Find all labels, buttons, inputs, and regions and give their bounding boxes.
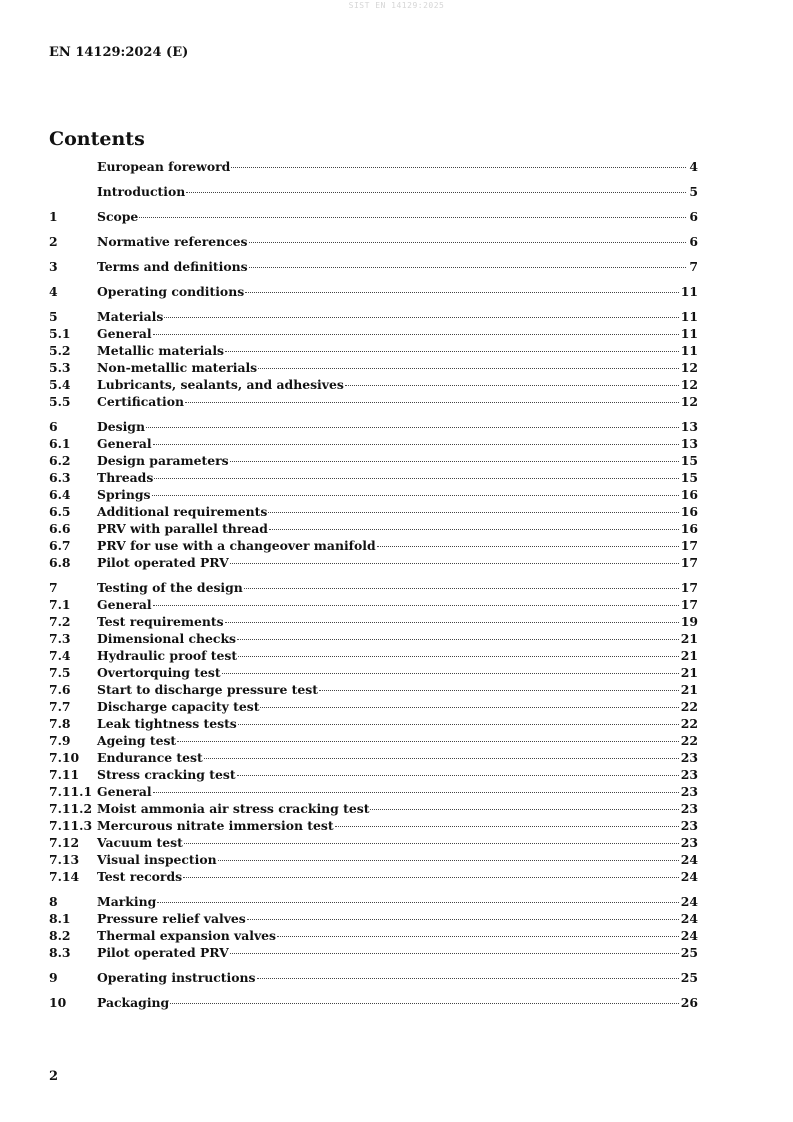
toc-entry[interactable] [49, 555, 698, 572]
toc-dot-leader [319, 690, 679, 691]
toc-entry-title[interactable]: Pressure relief valves [97, 911, 246, 926]
toc-entry-title[interactable]: General [97, 784, 152, 799]
toc-entry-page[interactable]: 11 [680, 343, 698, 358]
toc-entry-title[interactable]: Test records [97, 869, 183, 884]
toc-dot-leader [157, 902, 679, 903]
toc-group [49, 259, 698, 276]
toc-entry[interactable] [49, 234, 698, 251]
toc-entry-title[interactable]: Endurance test [97, 750, 203, 765]
toc-entry-title[interactable]: Terms and definitions [97, 259, 248, 274]
toc-entry[interactable] [49, 818, 698, 835]
toc-entry-page[interactable]: 23 [680, 818, 698, 833]
toc-entry-number: 3 [49, 259, 58, 274]
toc-entry-page[interactable]: 5 [689, 184, 698, 199]
toc-entry[interactable] [49, 377, 698, 394]
toc-entry-page[interactable]: 26 [680, 995, 698, 1010]
toc-dot-leader [277, 936, 679, 937]
toc-entry-number: 7.9 [49, 733, 71, 748]
toc-entry[interactable] [49, 995, 698, 1012]
toc-dot-leader [258, 368, 679, 369]
toc-entry[interactable] [49, 343, 698, 360]
toc-dot-leader [345, 385, 679, 386]
table-of-contents [49, 159, 698, 1020]
toc-entry[interactable] [49, 784, 698, 801]
toc-entry-number: 7 [49, 580, 58, 595]
toc-entry[interactable] [49, 750, 698, 767]
toc-entry-title[interactable]: General [97, 326, 152, 341]
toc-dot-leader [183, 877, 679, 878]
page-number: 2 [49, 1069, 59, 1084]
toc-entry[interactable] [49, 159, 698, 176]
toc-entry-title[interactable]: Lubricants, sealants, and adhesives [97, 377, 344, 392]
toc-entry-title[interactable]: Discharge capacity test [97, 699, 260, 714]
toc-entry-number: 7.8 [49, 716, 71, 731]
toc-entry-page[interactable]: 17 [680, 597, 698, 612]
toc-entry[interactable] [49, 360, 698, 377]
toc-entry-title[interactable]: Scope [97, 209, 139, 224]
toc-dot-leader [230, 563, 679, 564]
toc-entry[interactable] [49, 504, 698, 521]
toc-entry-page[interactable]: 23 [680, 801, 698, 816]
toc-entry[interactable] [49, 394, 698, 411]
toc-dot-leader [153, 444, 679, 445]
toc-group [49, 419, 698, 572]
toc-entry-title[interactable]: Non-metallic materials [97, 360, 258, 375]
toc-dot-leader [238, 724, 679, 725]
toc-entry-title[interactable]: General [97, 436, 152, 451]
toc-dot-leader [177, 741, 679, 742]
toc-entry-number: 7.7 [49, 699, 71, 714]
toc-dot-leader [146, 427, 679, 428]
toc-dot-leader [260, 707, 678, 708]
toc-entry[interactable] [49, 436, 698, 453]
toc-entry-page[interactable]: 7 [689, 259, 698, 274]
toc-entry-title[interactable]: Vacuum test [97, 835, 183, 850]
toc-entry[interactable] [49, 894, 698, 911]
toc-dot-leader [245, 292, 679, 293]
toc-entry-number: 6 [49, 419, 58, 434]
watermark: SIST EN 14129:2025 [348, 1, 445, 10]
toc-entry[interactable] [49, 184, 698, 201]
toc-dot-leader [230, 953, 679, 954]
toc-entry[interactable] [49, 209, 698, 226]
toc-dot-leader [247, 919, 679, 920]
toc-dot-leader [184, 843, 679, 844]
toc-dot-leader [153, 792, 679, 793]
toc-entry[interactable] [49, 521, 698, 538]
toc-entry-page[interactable]: 21 [680, 648, 698, 663]
contents-title: Contents [49, 128, 145, 150]
toc-group [49, 209, 698, 226]
toc-dot-leader [249, 242, 686, 243]
toc-group [49, 284, 698, 301]
toc-entry[interactable] [49, 614, 698, 631]
toc-entry-title[interactable]: Metallic materials [97, 343, 225, 358]
toc-group [49, 309, 698, 411]
toc-entry-title[interactable]: Design [97, 419, 145, 434]
toc-group [49, 184, 698, 201]
toc-entry-title[interactable]: Materials [97, 309, 164, 324]
toc-entry-title[interactable]: Springs [97, 487, 151, 502]
toc-entry[interactable] [49, 419, 698, 436]
toc-entry-number: 10 [49, 995, 67, 1010]
toc-entry-page[interactable]: 15 [680, 470, 698, 485]
toc-entry-page[interactable]: 24 [680, 852, 698, 867]
toc-entry-page[interactable]: 22 [680, 733, 698, 748]
toc-entry-page[interactable]: 24 [680, 911, 698, 926]
toc-entry-page[interactable]: 24 [680, 894, 698, 909]
toc-entry-page[interactable]: 21 [680, 682, 698, 697]
toc-group [49, 894, 698, 962]
toc-dot-leader [222, 673, 679, 674]
toc-entry-page[interactable]: 13 [680, 419, 698, 434]
toc-entry-page[interactable]: 4 [689, 159, 698, 174]
toc-entry[interactable] [49, 970, 698, 987]
toc-entry-page[interactable]: 6 [689, 234, 698, 249]
toc-dot-leader [257, 978, 679, 979]
toc-entry[interactable] [49, 852, 698, 869]
toc-entry-page[interactable]: 22 [680, 716, 698, 731]
toc-entry[interactable] [49, 835, 698, 852]
toc-entry-number: 6.4 [49, 487, 71, 502]
toc-entry-title[interactable]: Certification [97, 394, 184, 409]
toc-entry[interactable] [49, 309, 698, 326]
toc-entry-number: 6.8 [49, 555, 71, 570]
toc-entry[interactable] [49, 487, 698, 504]
toc-entry-page[interactable]: 19 [680, 614, 698, 629]
toc-entry-number: 7.11 [49, 767, 80, 782]
toc-entry-page[interactable]: 25 [680, 970, 698, 985]
toc-entry[interactable] [49, 326, 698, 343]
toc-entry-title[interactable]: Packaging [97, 995, 170, 1010]
toc-group [49, 234, 698, 251]
toc-entry-number: 7.12 [49, 835, 80, 850]
toc-entry-page[interactable]: 12 [680, 377, 698, 392]
toc-entry-number: 7.11.2 [49, 801, 93, 816]
toc-entry-page[interactable]: 23 [680, 784, 698, 799]
toc-dot-leader [164, 317, 678, 318]
toc-entry-number: 6.5 [49, 504, 71, 519]
toc-entry-title[interactable]: Start to discharge pressure test [97, 682, 318, 697]
toc-entry-title[interactable]: Leak tightness tests [97, 716, 237, 731]
toc-group [49, 970, 698, 987]
toc-entry-number: 1 [49, 209, 58, 224]
toc-entry[interactable] [49, 733, 698, 750]
toc-entry-number: 5.1 [49, 326, 71, 341]
toc-entry[interactable] [49, 911, 698, 928]
toc-entry-number: 7.11.1 [49, 784, 93, 799]
toc-entry[interactable] [49, 580, 698, 597]
toc-entry-number: 8.2 [49, 928, 71, 943]
toc-entry-title[interactable]: Normative references [97, 234, 248, 249]
toc-entry-title[interactable]: PRV for use with a changeover manifold [97, 538, 376, 553]
toc-entry-title[interactable]: Hydraulic proof test [97, 648, 238, 663]
toc-dot-leader [249, 267, 686, 268]
toc-entry-title[interactable]: Stress cracking test [97, 767, 236, 782]
toc-entry-title[interactable]: Additional requirements [97, 504, 268, 519]
toc-entry-title[interactable]: European foreword [97, 159, 231, 174]
toc-dot-leader [237, 775, 679, 776]
toc-entry-page[interactable]: 21 [680, 631, 698, 646]
toc-entry-page[interactable]: 21 [680, 665, 698, 680]
toc-entry[interactable] [49, 597, 698, 614]
toc-entry[interactable] [49, 699, 698, 716]
toc-entry-number: 7.6 [49, 682, 71, 697]
toc-entry-number: 6.7 [49, 538, 71, 553]
toc-dot-leader [269, 529, 679, 530]
toc-entry-number: 5 [49, 309, 58, 324]
toc-entry-number: 7.14 [49, 869, 80, 884]
toc-entry[interactable] [49, 453, 698, 470]
toc-dot-leader [231, 167, 686, 168]
toc-entry[interactable] [49, 928, 698, 945]
toc-entry-title[interactable]: PRV with parallel thread [97, 521, 268, 536]
toc-entry[interactable] [49, 665, 698, 682]
toc-entry-number: 6.1 [49, 436, 71, 451]
document-id: EN 14129:2024 (E) [49, 45, 189, 60]
toc-entry-title[interactable]: Introduction [97, 184, 186, 199]
toc-entry-title[interactable]: Operating conditions [97, 284, 245, 299]
toc-entry-page[interactable]: 12 [680, 394, 698, 409]
toc-entry-title[interactable]: Design parameters [97, 453, 229, 468]
toc-dot-leader [225, 351, 679, 352]
toc-entry-title[interactable]: Threads [97, 470, 154, 485]
toc-entry-title[interactable]: General [97, 597, 152, 612]
toc-group [49, 995, 698, 1012]
toc-entry-number: 7.4 [49, 648, 71, 663]
toc-entry-page[interactable]: 22 [680, 699, 698, 714]
toc-entry-number: 7.5 [49, 665, 71, 680]
toc-entry[interactable] [49, 259, 698, 276]
toc-entry[interactable] [49, 538, 698, 555]
toc-entry-number: 5.3 [49, 360, 71, 375]
toc-entry-number: 7.13 [49, 852, 80, 867]
toc-dot-leader [152, 495, 679, 496]
toc-entry-page[interactable]: 24 [680, 869, 698, 884]
toc-entry-page[interactable]: 13 [680, 436, 698, 451]
toc-entry-title[interactable]: Ageing test [97, 733, 177, 748]
toc-entry-number: 5.5 [49, 394, 71, 409]
toc-entry-number: 7.3 [49, 631, 71, 646]
toc-entry-number: 4 [49, 284, 58, 299]
toc-dot-leader [218, 860, 679, 861]
toc-entry[interactable] [49, 767, 698, 784]
toc-entry[interactable] [49, 869, 698, 886]
toc-entry-page[interactable]: 17 [680, 580, 698, 595]
toc-entry-title[interactable]: Test requirements [97, 614, 224, 629]
toc-entry-page[interactable]: 23 [680, 835, 698, 850]
toc-entry-page[interactable]: 11 [680, 284, 698, 299]
toc-entry[interactable] [49, 801, 698, 818]
toc-entry-number: 7.2 [49, 614, 71, 629]
toc-entry-title[interactable]: Moist ammonia air stress cracking test [97, 801, 370, 816]
toc-entry-title[interactable]: Testing of the design [97, 580, 243, 595]
toc-entry-number: 5.4 [49, 377, 71, 392]
toc-group [49, 159, 698, 176]
toc-entry-page[interactable]: 11 [680, 309, 698, 324]
toc-dot-leader [139, 217, 686, 218]
toc-dot-leader [153, 334, 679, 335]
toc-entry[interactable] [49, 631, 698, 648]
toc-dot-leader [370, 809, 678, 810]
toc-entry[interactable] [49, 682, 698, 699]
toc-dot-leader [238, 656, 679, 657]
toc-entry-number: 2 [49, 234, 58, 249]
toc-entry[interactable] [49, 284, 698, 301]
toc-entry-title[interactable]: Pilot operated PRV [97, 555, 229, 570]
toc-entry-title[interactable]: Visual inspection [97, 852, 217, 867]
toc-entry-number: 9 [49, 970, 58, 985]
toc-entry-title[interactable]: Mercurous nitrate immersion test [97, 818, 334, 833]
toc-dot-leader [230, 461, 679, 462]
toc-entry-title[interactable]: Thermal expansion valves [97, 928, 277, 943]
toc-entry-number: 5.2 [49, 343, 71, 358]
toc-entry-number: 8.3 [49, 945, 71, 960]
toc-dot-leader [377, 546, 679, 547]
toc-entry-page[interactable]: 6 [689, 209, 698, 224]
toc-entry-page[interactable]: 17 [680, 555, 698, 570]
toc-entry-number: 6.2 [49, 453, 71, 468]
toc-dot-leader [170, 1003, 679, 1004]
toc-entry-page[interactable]: 25 [680, 945, 698, 960]
toc-entry-title[interactable]: Pilot operated PRV [97, 945, 229, 960]
toc-dot-leader [335, 826, 679, 827]
toc-group [49, 580, 698, 886]
toc-dot-leader [185, 402, 679, 403]
toc-entry[interactable] [49, 716, 698, 733]
toc-entry-number: 7.1 [49, 597, 71, 612]
toc-dot-leader [237, 639, 679, 640]
toc-entry-number: 6.3 [49, 470, 71, 485]
toc-entry-page[interactable]: 16 [680, 487, 698, 502]
toc-entry[interactable] [49, 945, 698, 962]
toc-dot-leader [186, 192, 686, 193]
toc-entry-title[interactable]: Overtorquing test [97, 665, 221, 680]
toc-entry-title[interactable]: Marking [97, 894, 157, 909]
toc-dot-leader [225, 622, 679, 623]
toc-entry-number: 8 [49, 894, 58, 909]
toc-entry-title[interactable]: Operating instructions [97, 970, 256, 985]
toc-entry-page[interactable]: 24 [680, 928, 698, 943]
toc-entry-page[interactable]: 11 [680, 326, 698, 341]
toc-entry-number: 7.11.3 [49, 818, 93, 833]
toc-entry-page[interactable]: 23 [680, 750, 698, 765]
toc-entry-number: 8.1 [49, 911, 71, 926]
toc-entry-number: 7.10 [49, 750, 80, 765]
toc-dot-leader [244, 588, 679, 589]
toc-dot-leader [268, 512, 678, 513]
toc-dot-leader [153, 605, 679, 606]
toc-dot-leader [154, 478, 678, 479]
toc-entry-page[interactable]: 16 [680, 504, 698, 519]
toc-entry-number: 6.6 [49, 521, 71, 536]
toc-entry-page[interactable]: 15 [680, 453, 698, 468]
toc-entry-page[interactable]: 17 [680, 538, 698, 553]
toc-dot-leader [204, 758, 679, 759]
toc-entry-page[interactable]: 12 [680, 360, 698, 375]
toc-entry-page[interactable]: 16 [680, 521, 698, 536]
toc-entry[interactable] [49, 470, 698, 487]
toc-entry[interactable] [49, 648, 698, 665]
toc-entry-page[interactable]: 23 [680, 767, 698, 782]
toc-entry-title[interactable]: Dimensional checks [97, 631, 237, 646]
